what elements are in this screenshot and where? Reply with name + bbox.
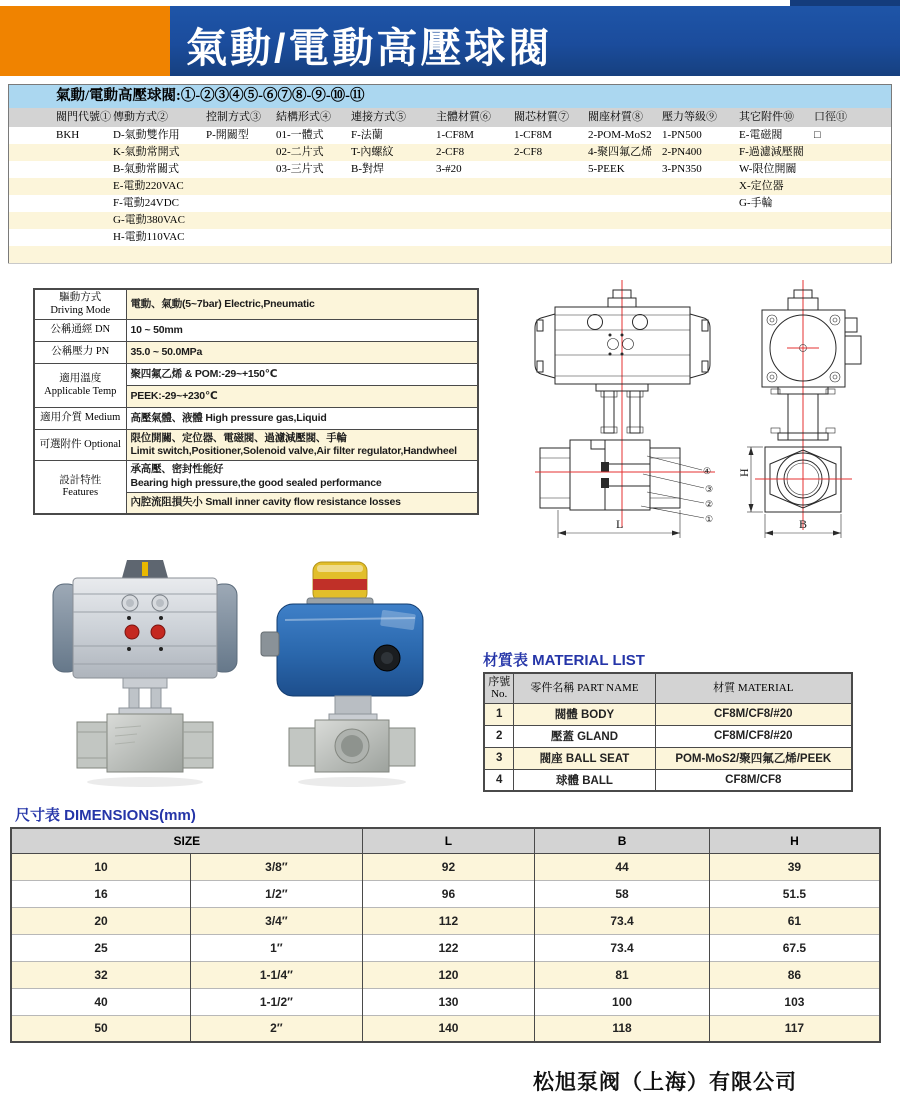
dimensions-row [11, 907, 880, 934]
code-cell: H-電動110VAC [113, 231, 185, 243]
dimension-cell: 3/8″ [191, 853, 363, 880]
code-cell [588, 246, 662, 263]
model-code-title: 氣動/電動高壓球閥:①-②③④⑤-⑥⑦⑧-⑨-⑩-⑪ [9, 85, 891, 108]
spec-value: 35.0 ~ 50.0MPa [126, 342, 478, 364]
code-cell [351, 246, 436, 263]
dimensions-row [11, 934, 880, 961]
code-cell [276, 229, 351, 246]
photo-pneumatic-actuator-valve [45, 556, 245, 794]
code-column-header: 結構形式④ [276, 111, 331, 123]
dim-label-H: H [737, 468, 751, 477]
code-cell [351, 212, 436, 229]
code-cell [588, 195, 662, 212]
code-cell [588, 212, 662, 229]
code-cell [436, 195, 514, 212]
side-view-drawing [737, 280, 861, 538]
code-cell [276, 212, 351, 229]
code-cell: F-電動24VDC [113, 197, 180, 209]
pneumatic-actuator-body [73, 578, 217, 678]
code-cell [662, 246, 739, 263]
product-photos [40, 556, 452, 796]
code-cell: B-氣動常關式 [113, 163, 179, 175]
code-cell: T-內螺紋 [351, 146, 394, 158]
dimension-cell: 3/4″ [191, 907, 363, 934]
spec-label: 設計特性 Features [34, 461, 126, 514]
cable-connector [261, 632, 279, 656]
code-cell [436, 212, 514, 229]
material-cell: CF8M/CF8 [655, 769, 852, 791]
spec-value: 內腔流阻損失小 Small inner cavity flow resistance losses [126, 492, 478, 514]
company-name: 松旭泵阀（上海）有限公司 [533, 1071, 797, 1094]
code-cell [276, 178, 351, 195]
air-port [151, 625, 165, 639]
dimension-cell: 1-1/2″ [191, 988, 363, 1015]
code-cell: B-對焊 [351, 163, 384, 175]
material-cell: 閥體 BODY [514, 703, 655, 725]
dimensions-row [11, 853, 880, 880]
code-cell: X-定位器 [739, 180, 784, 192]
code-cell [276, 246, 351, 263]
code-row [9, 161, 891, 178]
code-cell [662, 229, 739, 246]
dimension-cell: 58 [535, 880, 710, 907]
spec-value: 電動、氣動(5~7bar) Electric,Pneumatic [126, 289, 478, 320]
dimension-cell: 118 [535, 1015, 710, 1042]
dimension-cell: 39 [709, 853, 880, 880]
code-column-header: 主體材質⑥ [436, 111, 491, 123]
code-cell: E-電動220VAC [113, 180, 184, 192]
dimensions-title: 尺寸表 DIMENSIONS(mm) [15, 807, 196, 824]
code-row [9, 144, 891, 161]
code-cell [351, 178, 436, 195]
spec-value: 承高壓、密封性能好 Bearing high pressure,the good sealed performance [126, 461, 478, 492]
spec-row [34, 364, 478, 386]
dimension-cell: 73.4 [535, 934, 710, 961]
dimension-cell: 96 [362, 880, 535, 907]
code-cell: 1-CF8M [514, 129, 552, 141]
code-cell: 3-#20 [436, 163, 462, 175]
banner-blue-block [170, 6, 900, 76]
callout-4: ④ [703, 466, 712, 476]
code-cell [514, 161, 588, 178]
code-cell [588, 178, 662, 195]
code-row [9, 229, 891, 246]
dimension-cell: 25 [11, 934, 191, 961]
code-cell: 2-CF8 [436, 146, 465, 158]
code-cell [662, 178, 739, 195]
code-cell [436, 178, 514, 195]
code-cell: 1-CF8M [436, 129, 474, 141]
dimension-cell: 117 [709, 1015, 880, 1042]
dimension-cell: 1″ [191, 934, 363, 961]
code-row [9, 178, 891, 195]
code-cell [206, 212, 276, 229]
material-cell: 閥座 BALL SEAT [514, 747, 655, 769]
code-cell [514, 178, 588, 195]
code-cell: W-限位開關 [739, 163, 797, 175]
material-list-title: 材質表 MATERIAL LIST [483, 652, 645, 669]
material-cell: 壓蓋 GLAND [514, 725, 655, 747]
code-cell [206, 229, 276, 246]
material-list-table [483, 672, 853, 792]
dimensions-column-header: H [709, 828, 880, 853]
code-column-header: 口徑⑪ [814, 111, 847, 123]
material-cell: 4 [484, 769, 514, 791]
spec-row [34, 342, 478, 364]
spec-value: 高壓氣體、液體 High pressure gas,Liquid [126, 408, 478, 430]
code-row [9, 212, 891, 229]
dimension-cell: 130 [362, 988, 535, 1015]
spec-value: PEEK:-29~+230℃ [126, 386, 478, 408]
material-column-header: 材質 MATERIAL [655, 673, 852, 703]
code-cell [814, 144, 891, 161]
specs-table [33, 288, 479, 515]
code-cell [9, 195, 113, 212]
material-column-header: 序號 No. [484, 673, 514, 703]
dimension-cell: 120 [362, 961, 535, 988]
material-column-header: 零件名稱 PART NAME [514, 673, 655, 703]
code-cell [739, 246, 814, 263]
dimension-cell: 2″ [191, 1015, 363, 1042]
dimensions-column-header: B [535, 828, 710, 853]
code-cell: E-電磁閥 [739, 129, 783, 141]
dimension-cell: 103 [709, 988, 880, 1015]
code-cell [514, 246, 588, 263]
callout-1: ① [705, 514, 714, 524]
code-cell [514, 229, 588, 246]
dimension-cell: 92 [362, 853, 535, 880]
code-column-header: 閥門代號① [56, 111, 111, 123]
dimensions-row [11, 961, 880, 988]
code-cell: 1-PN500 [662, 129, 702, 141]
model-code-table [9, 108, 891, 263]
dimensions-column-header: L [362, 828, 535, 853]
code-cell: 02-二片式 [276, 146, 324, 158]
spec-row [34, 408, 478, 430]
spec-label: 可選附件 Optional [34, 430, 126, 461]
spec-label: 驅動方式 Driving Mode [34, 289, 126, 320]
dimension-cell: 140 [362, 1015, 535, 1042]
code-column-header: 閥芯材質⑦ [514, 111, 569, 123]
callout-2: ② [705, 499, 714, 509]
spec-label: 適用介質 Medium [34, 408, 126, 430]
code-cell [9, 178, 113, 195]
code-cell [113, 246, 206, 263]
dimension-cell: 86 [709, 961, 880, 988]
dimension-cell: 1-1/4″ [191, 961, 363, 988]
dimension-cell: 10 [11, 853, 191, 880]
code-cell: D-氣動雙作用 [113, 129, 180, 141]
code-column-header: 閥座材質⑧ [588, 111, 643, 123]
dimension-cell: 81 [535, 961, 710, 988]
spec-value: 限位開關、定位器、電磁閥、過濾減壓閥、手輪 Limit switch,Positioner,Solenoid valve,Air filter regulator,Handwheel [126, 430, 478, 461]
code-cell: 01-一體式 [276, 129, 324, 141]
dimensions-table [10, 827, 881, 1043]
code-cell: 4-聚四氟乙烯 [588, 146, 653, 158]
dimension-cell: 61 [709, 907, 880, 934]
material-row [484, 769, 852, 791]
banner-orange-block [0, 6, 170, 76]
code-cell [206, 195, 276, 212]
material-row [484, 747, 852, 769]
code-row [9, 246, 891, 263]
dimension-cell: 16 [11, 880, 191, 907]
code-cell [9, 144, 113, 161]
code-column-header: 控制方式③ [206, 111, 261, 123]
dimension-cell: 122 [362, 934, 535, 961]
code-cell: 5-PEEK [588, 163, 625, 175]
code-column-header: 壓力等級⑨ [662, 111, 717, 123]
code-cell: 2-CF8 [514, 146, 543, 158]
code-column-header: 傳動方式② [113, 111, 168, 123]
code-cell [514, 195, 588, 212]
page-title: 氣動/電動高壓球閥 [186, 25, 553, 71]
code-column-header: 其它附件⑩ [739, 111, 794, 123]
photo-electric-actuator-valve [255, 556, 451, 794]
material-cell: 3 [484, 747, 514, 769]
code-cell [351, 195, 436, 212]
spec-label: 公稱壓力 PN [34, 342, 126, 364]
dimension-cell: 67.5 [709, 934, 880, 961]
code-cell [436, 229, 514, 246]
position-indicator [142, 562, 148, 576]
material-cell: POM-MoS2/聚四氟乙烯/PEEK [655, 747, 852, 769]
dimension-cell: 1/2″ [191, 880, 363, 907]
code-cell: 3-PN350 [662, 163, 702, 175]
code-cell [206, 161, 276, 178]
dimension-cell: 32 [11, 961, 191, 988]
spec-label: 適用溫度 Applicable Temp [34, 364, 126, 408]
code-cell [814, 178, 891, 195]
code-cell [9, 161, 113, 178]
code-cell [739, 212, 814, 229]
dimension-cell: 44 [535, 853, 710, 880]
code-cell [814, 195, 891, 212]
code-cell [436, 246, 514, 263]
dimension-cell: 51.5 [709, 880, 880, 907]
code-cell [276, 195, 351, 212]
spec-row [34, 289, 478, 320]
dimensions-row [11, 988, 880, 1015]
code-cell: P-開關型 [206, 129, 249, 141]
dimension-cell: 20 [11, 907, 191, 934]
dimensions-row [11, 880, 880, 907]
code-row [9, 195, 891, 212]
code-cell: G-電動380VAC [113, 214, 185, 226]
callout-3: ③ [705, 484, 714, 494]
spec-label: 公稱通經 DN [34, 320, 126, 342]
dimension-cell: 50 [11, 1015, 191, 1042]
code-cell: 2-PN400 [662, 146, 702, 158]
material-cell: 2 [484, 725, 514, 747]
code-cell: BKH [56, 129, 80, 141]
code-column-header: 連接方式⑤ [351, 111, 406, 123]
code-cell [9, 229, 113, 246]
material-cell: CF8M/CF8/#20 [655, 725, 852, 747]
code-cell [9, 246, 113, 263]
dimension-cell: 73.4 [535, 907, 710, 934]
spec-value: 10 ~ 50mm [126, 320, 478, 342]
code-cell [351, 229, 436, 246]
material-cell: 1 [484, 703, 514, 725]
code-cell: G-手輪 [739, 197, 773, 209]
code-cell: K-氣動常開式 [113, 146, 180, 158]
material-row [484, 725, 852, 747]
dim-label-B: B [799, 517, 808, 531]
code-cell: 2-POM-MoS2 [588, 129, 652, 141]
material-cell: CF8M/CF8/#20 [655, 703, 852, 725]
spec-row [34, 461, 478, 492]
dimension-cell: 40 [11, 988, 191, 1015]
code-cell [662, 212, 739, 229]
technical-drawings [525, 278, 900, 546]
code-cell: 03-三片式 [276, 163, 324, 175]
code-cell [814, 161, 891, 178]
material-cell: 球體 BALL [514, 769, 655, 791]
code-cell [814, 212, 891, 229]
code-cell [739, 229, 814, 246]
code-cell [206, 246, 276, 263]
code-cell [662, 195, 739, 212]
front-view-drawing [535, 280, 715, 538]
code-row [9, 127, 891, 144]
code-cell [9, 212, 113, 229]
material-row [484, 703, 852, 725]
code-cell [514, 212, 588, 229]
spec-row [34, 430, 478, 461]
code-cell: F-過濾減壓閥 [739, 146, 804, 158]
spec-row [34, 320, 478, 342]
code-cell [206, 178, 276, 195]
bore-checkbox: □ [814, 129, 821, 141]
dimension-cell: 100 [535, 988, 710, 1015]
code-cell [588, 229, 662, 246]
code-cell [814, 246, 891, 263]
dimensions-column-header: SIZE [11, 828, 362, 853]
dim-label-L: L [616, 517, 624, 531]
code-cell [814, 229, 891, 246]
code-cell [206, 144, 276, 161]
dimension-cell: 112 [362, 907, 535, 934]
dimensions-row [11, 1015, 880, 1042]
air-port [125, 625, 139, 639]
model-code-section [8, 84, 892, 263]
valve-body [107, 714, 183, 772]
code-cell: F-法蘭 [351, 129, 383, 141]
spec-value: 聚四氟乙烯 & POM:-29~+150℃ [126, 364, 478, 386]
